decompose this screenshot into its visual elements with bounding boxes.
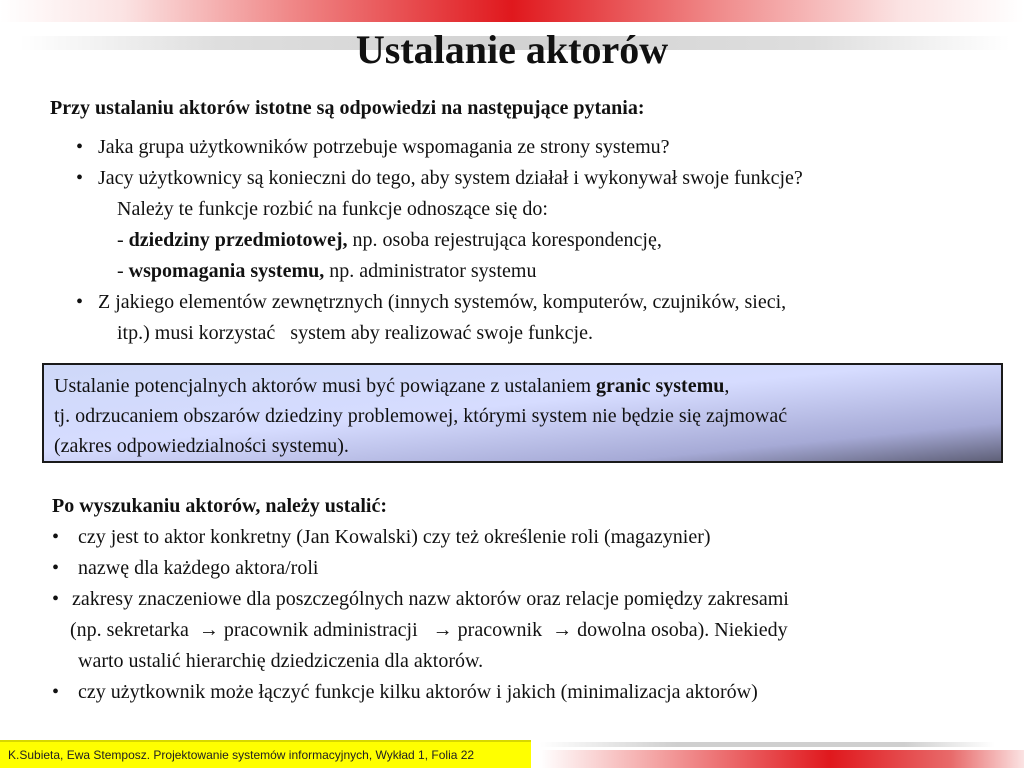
note-bold-term: granic systemu [596, 375, 725, 397]
note-line-3: (zakres odpowiedzialności systemu). [54, 435, 349, 457]
after-item-3-continuation: (np. sekretarka → pracownik administracji → pracownik → dowolna osoba). Niekiedy [70, 619, 788, 641]
bullet-icon: • [76, 136, 84, 158]
bullet-icon: • [76, 167, 84, 189]
question-text: Jacy użytkownicy są konieczni do tego, aby system działał i wykonywał swoje funkcje? [98, 167, 803, 189]
note-line-1 [54, 371, 991, 401]
sub-item-domain [117, 225, 662, 256]
question-3-continuation: itp.) musi korzystać system aby realizować swoje funkcje. [117, 322, 593, 344]
after-item-1 [52, 522, 711, 553]
after-item-text: nazwę dla każdego aktora/roli [78, 557, 319, 579]
bullet-icon: • [52, 526, 60, 548]
bullet-icon: • [52, 681, 60, 703]
note-line-2: tj. odrzucaniem obszarów dziedziny problemowej, którymi system nie będzie się zajmować [54, 405, 788, 427]
after-item-text: czy jest to aktor konkretny (Jan Kowalski) czy też określenie roli (magazynier) [78, 526, 711, 548]
sub-item-bold: wspomagania systemu, [128, 260, 325, 282]
after-item-text: zakresy znaczeniowe dla poszczególnych nazw aktorów oraz relacje pomiędzy zakresami [72, 588, 789, 610]
after-item-text: czy użytkownik może łączyć funkcje kilku aktorów i jakich (minimalizacja aktorów) [78, 681, 758, 703]
question-text: Z jakiego elementów zewnętrznych (innych systemów, komputerów, czujników, sieci, [98, 291, 787, 313]
question-text: Jaka grupa użytkowników potrzebuje wspomagania ze strony systemu? [98, 136, 670, 158]
sub-item-prefix: - [117, 260, 129, 282]
system-boundary-note [42, 363, 1003, 463]
after-section-title: Po wyszukaniu aktorów, należy ustalić: [52, 495, 388, 517]
intro-text: Przy ustalaniu aktorów istotne są odpowiedzi na następujące pytania: [50, 97, 645, 119]
bullet-icon: • [76, 291, 84, 313]
footer-citation: K.Subieta, Ewa Stemposz. Projektowanie systemów informacyjnych, Wykład 1, Folia 22 [0, 740, 531, 768]
question-2-continuation: Należy te funkcje rozbić na funkcje odnoszące się do: [117, 198, 548, 220]
footer-decorative-band [540, 750, 1024, 768]
sub-item-rest: np. administrator systemu [324, 260, 537, 282]
after-item-2 [52, 553, 318, 584]
slide-title: Ustalanie aktorów [355, 27, 669, 72]
sub-item-rest: np. osoba rejestrująca korespondencję, [347, 229, 662, 251]
question-item-3 [76, 287, 786, 318]
after-item-4 [52, 677, 758, 708]
sub-item-bold: dziedziny przedmiotowej, [128, 229, 348, 251]
note-text: Ustalanie potencjalnych aktorów musi być powiązane z ustalaniem [54, 375, 597, 397]
bullet-icon: • [52, 557, 60, 579]
sub-item-system-support [117, 256, 536, 287]
footer-rule [540, 742, 995, 747]
question-item-2 [76, 163, 803, 194]
question-item-1 [76, 132, 670, 163]
top-decorative-band [0, 0, 1024, 22]
sub-item-prefix: - [117, 229, 129, 251]
bullet-icon: • [52, 588, 60, 610]
after-item-3 [52, 584, 789, 615]
after-item-3-continuation-2: warto ustalić hierarchię dziedziczenia dla aktorów. [78, 650, 484, 672]
note-text: , [724, 375, 730, 397]
